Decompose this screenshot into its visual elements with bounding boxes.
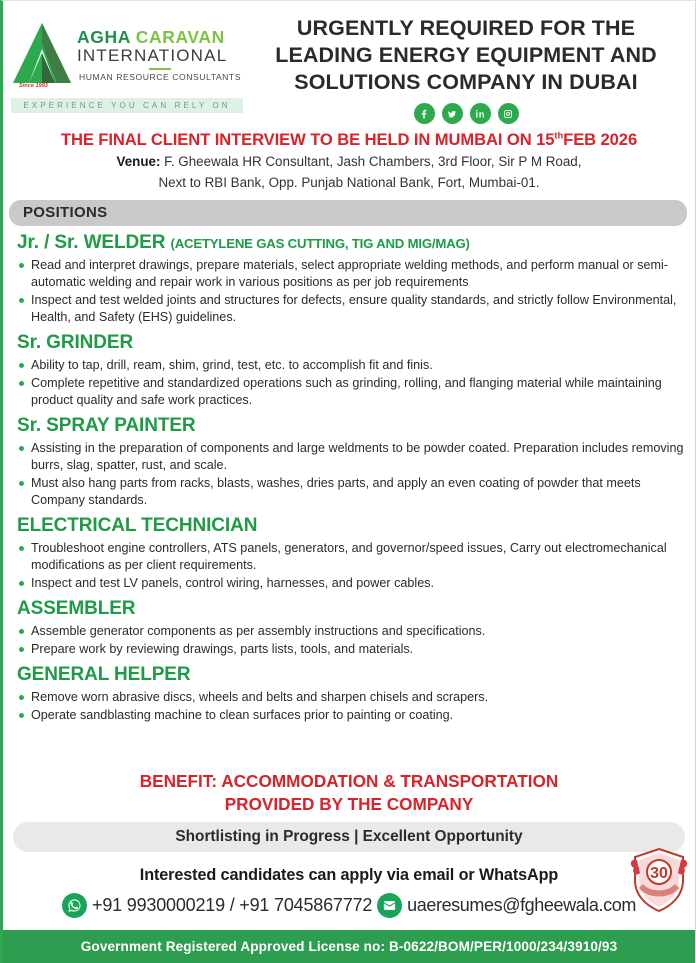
job-listings	[3, 226, 695, 766]
brand-name-caravan: CARAVAN	[135, 26, 225, 47]
job-title-text: Sr. GRINDER	[17, 331, 134, 353]
job-title	[17, 513, 687, 540]
job-title-text: Jr. / Sr. WELDER	[17, 231, 171, 253]
job-listing	[17, 330, 687, 409]
apply-instruction: Interested candidates can apply via email or WhatsApp	[139, 866, 559, 884]
job-duty-item: Inspect and test LV panels, control wiring, harnesses, and power cables.	[17, 575, 687, 592]
job-duty-item: Remove worn abrasive discs, wheels and belts and sharpen chisels and scrapers.	[17, 689, 687, 706]
interview-headline-text: THE FINAL CLIENT INTERVIEW TO BE HELD IN MUMBAI ON 15	[60, 130, 555, 150]
job-title-text: ASSEMBLER	[17, 597, 136, 619]
positions-label: POSITIONS	[23, 203, 108, 221]
license-footer: Government Registered Approved License no: B-0622/BOM/PER/1000/234/3910/93	[3, 930, 695, 963]
logo-row	[11, 19, 243, 91]
job-duty-item: Prepare work by reviewing drawings, parts lists, tools, and materials.	[17, 641, 687, 658]
job-duty-item: Read and interpret drawings, prepare materials, select appropriate welding methods, and perform manual or semi-automatic welding and repair work in various positions as per job requirements	[17, 257, 687, 291]
job-duties-list	[17, 257, 687, 326]
agha-caravan-mountain-icon	[11, 19, 73, 91]
job-duty-item: Assisting in the preparation of components and large weldments to be powder coated. Preparation includes removing burrs, slag, spatter, rust, and scale.	[17, 440, 687, 474]
email-envelope-icon[interactable]	[377, 893, 402, 918]
job-listing	[17, 230, 687, 326]
job-duty-item: Inspect and test welded joints and structures for defects, ensure quality standards, and strictly follow Environmental, Health, and Safety (EHS) guidelines.	[17, 292, 687, 326]
email-address[interactable]: uaeresumes@fgheewala.com	[407, 895, 636, 915]
anniversary-seal-badge	[627, 846, 691, 914]
headline-block	[243, 9, 689, 124]
interview-details	[3, 128, 695, 192]
venue-line-2: Next to RBI Bank, Opp. Punjab National Bank, Fort, Mumbai-01.	[158, 174, 540, 190]
job-duties-list	[17, 623, 687, 658]
interview-month-year: FEB 2026	[563, 130, 638, 150]
job-title	[17, 662, 687, 689]
venue-line-1	[11, 153, 687, 171]
contact-details-row	[11, 893, 687, 918]
job-duty-item: Operate sandblasting machine to clean surfaces prior to painting or coating.	[17, 707, 687, 724]
social-links	[247, 103, 685, 124]
phone-numbers[interactable]: +91 9930000219 / +91 7045867772	[92, 895, 373, 915]
benefit-block	[3, 770, 695, 815]
job-title-text: ELECTRICAL TECHNICIAN	[17, 514, 258, 536]
poster-header	[3, 1, 695, 128]
brand-divider	[149, 68, 171, 70]
job-duties-list	[17, 357, 687, 409]
interview-date-headline	[11, 130, 687, 150]
job-title-qualifier: (ACETYLENE GAS CUTTING, TIG AND MIG/MAG)	[170, 235, 470, 251]
job-listing	[17, 596, 687, 658]
job-duty-item: Ability to tap, drill, ream, shim, grind, test, etc. to accomplish fit and finis.	[17, 357, 687, 374]
positions-section-header	[9, 200, 687, 226]
job-title	[17, 413, 687, 440]
job-title	[17, 330, 687, 357]
job-duties-list	[17, 540, 687, 592]
job-duties-list	[17, 689, 687, 724]
whatsapp-phone-icon[interactable]	[62, 893, 87, 918]
job-duty-item: Troubleshoot engine controllers, ATS panels, generators, and governor/speed issues, Carry out electromechanical modifications as per client requirements.	[17, 540, 687, 574]
venue-label: Venue:	[116, 154, 161, 170]
facebook-icon[interactable]	[414, 103, 435, 124]
job-duty-item: Assemble generator components as per assembly instructions and specifications.	[17, 623, 687, 640]
benefit-line-2: PROVIDED BY THE COMPANY	[224, 793, 474, 814]
job-listing	[17, 413, 687, 509]
job-title-text: Sr. SPRAY PAINTER	[17, 414, 196, 436]
twitter-icon[interactable]	[442, 103, 463, 124]
brand-subtitle: HUMAN RESOURCE CONSULTANTS	[79, 72, 241, 83]
svg-text:30: 30	[650, 865, 668, 882]
contact-section	[3, 852, 695, 918]
job-listing	[17, 513, 687, 592]
job-duty-item: Complete repetitive and standardized operations such as grinding, rolling, and flanging material while maintaining product quality and safe work practices.	[17, 375, 687, 409]
company-logo	[11, 9, 243, 113]
job-listing	[17, 662, 687, 724]
job-title	[17, 230, 687, 257]
logo-wordmark	[73, 28, 243, 83]
job-title	[17, 596, 687, 623]
shortlisting-text: Shortlisting in Progress | Excellent Opportunity	[175, 828, 523, 845]
brand-tagline: EXPERIENCE YOU CAN RELY ON	[11, 98, 243, 113]
brand-name-agha: AGHA	[77, 26, 131, 47]
benefit-line-1: BENEFIT: ACCOMMODATION & TRANSPORTATION	[139, 771, 559, 792]
page-title: URGENTLY REQUIRED FOR THE LEADING ENERGY EQUIPMENT AND SOLUTIONS COMPANY IN DUBAI	[275, 16, 657, 95]
shortlisting-banner	[13, 822, 685, 852]
job-duty-item: Must also hang parts from racks, blasts, washes, dries parts, and apply an even coating of powder that meets Company standards.	[17, 475, 687, 509]
venue-address-part-1: F. Gheewala HR Consultant, Jash Chambers, 3rd Floor, Sir P M Road,	[160, 154, 582, 170]
job-title-text: GENERAL HELPER	[17, 663, 191, 685]
brand-international: INTERNATIONAL	[77, 45, 228, 65]
job-duties-list	[17, 440, 687, 509]
since-badge: Since 1993	[19, 83, 48, 89]
instagram-icon[interactable]	[498, 103, 519, 124]
date-ordinal-suffix: th	[554, 130, 564, 142]
brand-name-line	[77, 28, 243, 46]
linkedin-icon[interactable]	[470, 103, 491, 124]
